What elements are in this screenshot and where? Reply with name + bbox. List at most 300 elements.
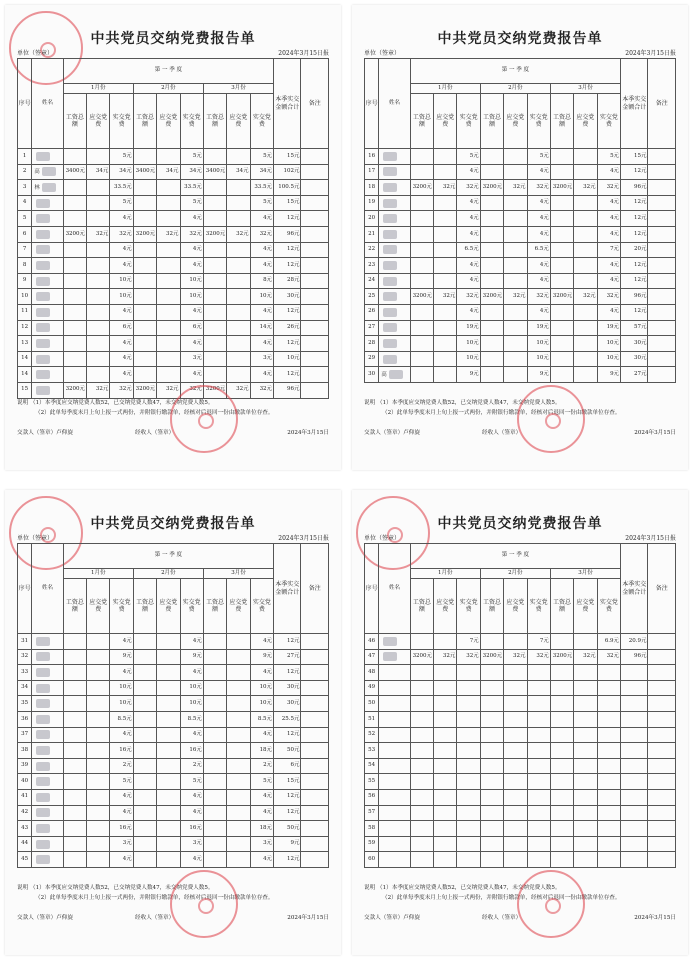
month-3-paid-cell: 8元 [250,273,273,289]
month-2-paid-cell: 3元 [180,836,203,852]
row-number: 24 [365,273,379,289]
row-number: 5 [18,211,32,227]
month-1-salary-cell [410,665,433,681]
month-3-due-cell [574,836,597,852]
month-3-salary-cell: 3200元 [550,649,573,665]
month-3-paid-cell: 7元 [597,242,620,258]
month-3-paid-cell: 4元 [597,273,620,289]
member-name-cell [379,289,410,305]
month-2-paid-cell [527,836,550,852]
redacted-name-mask [36,808,50,817]
month-1-paid-cell: 5元 [110,774,133,790]
month-1-paid-cell: 10元 [110,273,133,289]
redacted-name-mask [36,668,50,677]
table-row [365,336,676,352]
table-row [18,195,329,211]
month-2-salary-cell [480,304,503,320]
form-title: 中共党员交纳党费报告单 [437,31,603,47]
month-1-salary-cell [63,758,86,774]
month-1-paid-cell: 9元 [457,367,480,383]
table-row [18,336,329,352]
table-row [365,320,676,336]
month-1-salary-cell [63,273,86,289]
month-1-due-cell [87,258,110,274]
month-1-due-cell [434,273,457,289]
month-2-paid-cell: 4元 [180,634,203,650]
month-2-paid-cell: 32元 [527,180,550,196]
remark-cell [301,367,329,383]
month-1-paid-cell: 5元 [110,149,133,165]
month-2-due-cell [504,226,527,242]
unit-signature-label: 单位（签章） [364,50,401,57]
month-2-paid-cell [527,680,550,696]
member-name-cell [32,836,63,852]
month-1-salary-cell [410,304,433,320]
month-2-due-cell [504,805,527,821]
table-row [18,226,329,242]
month-2-paid-cell: 9元 [527,367,550,383]
redacted-name-mask [36,245,50,254]
salary-header: 工资总额 [480,579,503,634]
remark-header: 备注 [648,544,676,634]
remark-cell [301,758,329,774]
month-1-paid-cell: 10元 [110,289,133,305]
month-2-paid-cell: 6元 [180,320,203,336]
month-3-due-cell [227,320,250,336]
month-3-salary-cell [203,836,226,852]
member-name-cell [379,180,410,196]
month-3-salary-cell [550,665,573,681]
month-1-due-cell [434,758,457,774]
month-2-paid-cell: 5元 [180,774,203,790]
month-2-paid-cell [527,665,550,681]
month-1-salary-cell [63,289,86,305]
month-1-paid-cell: 10元 [110,680,133,696]
month-2-due-cell [157,680,180,696]
month-3-salary-cell [550,711,573,727]
month-1-paid-cell: 32元 [457,649,480,665]
month-3-salary-cell [550,696,573,712]
month-3-salary-cell [550,634,573,650]
row-number: 60 [365,852,379,868]
remark-cell [648,634,676,650]
month-2-salary-cell [480,727,503,743]
month-2-salary-cell [133,805,156,821]
month-1-salary-cell: 3200元 [63,382,86,398]
row-number: 47 [365,649,379,665]
note-1: （1）本季度应交纳党费人数52，已交纳党费人数47，未交纳党费人数5。 [29,885,214,891]
member-name-cell [379,149,410,165]
month-2-paid-cell: 4元 [527,258,550,274]
month-1-paid-cell: 3元 [110,836,133,852]
report-sheet-2 [352,5,688,470]
notes [364,399,676,418]
month-3-salary-cell [550,320,573,336]
row-number: 52 [365,727,379,743]
month-1-due-cell: 32元 [434,180,457,196]
member-name-cell [32,289,63,305]
remark-cell [648,852,676,868]
table-row [365,774,676,790]
month-2-paid-cell: 4元 [180,367,203,383]
month-3-salary-cell [203,351,226,367]
dues-table [17,58,329,399]
month-1-paid-cell: 4元 [110,304,133,320]
table-row [18,351,329,367]
quarter-total-cell [621,696,648,712]
month-2-salary-cell [480,367,503,383]
row-number: 12 [18,320,32,336]
sign-date: 2024年3月15日 [634,430,676,436]
month-2-paid-cell: 34元 [180,164,203,180]
redacted-name-mask [36,199,50,208]
month-3-salary-cell [203,774,226,790]
remark-cell [648,242,676,258]
member-name: 高 [381,372,387,379]
member-name-cell [379,367,410,383]
note-2: （2）此单每季度末月上旬上报一式两份，并附银行缴款单，经核对后退回一份由缴款单位存查。 [35,409,274,416]
name-header: 姓名 [379,59,410,149]
month-1-salary-cell [410,774,433,790]
note-prefix: 说明 [17,400,29,406]
row-number: 49 [365,680,379,696]
month-3-paid-cell: 32元 [250,226,273,242]
month-2-salary-cell [480,336,503,352]
payer-signature: 交款人（签章）卢仰旋 [364,430,420,436]
payer-signature: 交款人（签章）卢仰旋 [364,915,420,921]
month-2-salary-cell [133,195,156,211]
month-2-salary-cell [133,774,156,790]
quarter-total-cell [621,727,648,743]
month-3-salary-cell [203,852,226,868]
month-2-paid-cell: 4元 [180,727,203,743]
row-number: 4 [18,195,32,211]
month-3-salary-cell [550,743,573,759]
row-number: 9 [18,273,32,289]
table-row [18,727,329,743]
month-3-salary-cell [203,336,226,352]
month-2-paid-cell: 10元 [180,680,203,696]
paid-header: 实交党费 [250,579,273,634]
month-1-paid-cell: 19元 [457,320,480,336]
paid-header: 实交党费 [180,579,203,634]
month-3-paid-cell: 18元 [250,821,273,837]
table-row [18,382,329,398]
month-3-salary-cell [203,821,226,837]
month-3-salary-cell [203,149,226,165]
month-1-salary-cell [410,680,433,696]
month-1-due-cell [87,665,110,681]
month-3-due-cell [227,273,250,289]
month-1-due-cell [87,289,110,305]
row-number: 11 [18,304,32,320]
month-3-salary-cell [550,852,573,868]
quarter-total-cell: 12元 [274,727,301,743]
month-2-due-cell [157,242,180,258]
month-2-due-cell: 32元 [504,649,527,665]
month-3-paid-cell: 4元 [250,665,273,681]
month-3-paid-cell [597,805,620,821]
month-2-salary-cell [480,634,503,650]
month-3-due-cell [574,336,597,352]
month-1-salary-cell [410,758,433,774]
month-2-due-cell: 32元 [504,180,527,196]
sign-date: 2024年3月15日 [287,915,329,921]
month-1-paid-cell: 4元 [110,789,133,805]
month-2-paid-cell: 33.5元 [180,180,203,196]
row-number: 43 [18,821,32,837]
month-1-paid-cell [457,821,480,837]
month-2-paid-cell: 4元 [180,304,203,320]
month-3-paid-cell: 10元 [597,351,620,367]
month-2-due-cell [157,336,180,352]
month-2-salary-cell [480,774,503,790]
month-3-due-cell [227,711,250,727]
month-3-paid-cell: 32元 [597,289,620,305]
redacted-name-mask [383,152,397,161]
month-3-paid-cell [597,821,620,837]
month-1-due-cell [87,351,110,367]
quarter-total-cell: 12元 [274,665,301,681]
row-number: 2 [18,164,32,180]
month-1-salary-cell [63,211,86,227]
month-3-salary-cell [203,367,226,383]
month-1-due-cell [434,727,457,743]
month-3-paid-cell: 4元 [250,242,273,258]
month-1-paid-cell: 5元 [457,149,480,165]
month-2-salary-cell [480,743,503,759]
month-3-salary-cell [203,665,226,681]
month-1-due-cell [434,634,457,650]
month-2-due-cell [504,789,527,805]
row-number: 54 [365,758,379,774]
month-2-salary-cell [480,821,503,837]
signature-line [17,428,329,436]
remark-cell [648,774,676,790]
remark-cell [648,836,676,852]
month-3-salary-cell [203,758,226,774]
month-3-salary-cell [203,242,226,258]
quarter-total-cell [621,852,648,868]
month-2-paid-cell: 32元 [527,289,550,305]
month-2-due-cell [157,711,180,727]
month-1-paid-cell: 6.5元 [457,242,480,258]
month-3-due-cell [574,367,597,383]
month-3-salary-cell [550,821,573,837]
month-3-due-cell [227,774,250,790]
month-3-salary-cell: 3200元 [203,226,226,242]
month-1-salary-cell [63,743,86,759]
member-name-cell [379,211,410,227]
table-row [365,758,676,774]
month-2-salary-cell [133,665,156,681]
month-2-salary-cell [480,195,503,211]
month-2-due-cell [504,367,527,383]
remark-cell [301,149,329,165]
month-2-due-cell [157,320,180,336]
quarter-total-cell: 12元 [274,367,301,383]
month-2-due-cell [157,727,180,743]
quarter-total-cell: 12元 [274,242,301,258]
salary-header: 工资总额 [550,94,573,149]
redacted-name-mask [383,652,397,661]
month-3-due-cell [574,211,597,227]
month-2-salary-cell [480,711,503,727]
month-1-salary-cell [410,351,433,367]
month-3-paid-cell: 32元 [250,382,273,398]
month-1-paid-cell [457,727,480,743]
month-2-salary-cell: 3200元 [133,382,156,398]
redacted-name-mask [383,292,397,301]
month-3-paid-cell: 10元 [597,336,620,352]
quarter-total-cell: 12元 [621,195,648,211]
month-1-due-cell [434,852,457,868]
month-3-due-cell [227,289,250,305]
quarter-total-cell [621,665,648,681]
quarter-total-cell: 50元 [274,821,301,837]
row-number: 31 [18,634,32,650]
month-1-due-cell [434,149,457,165]
month-2-paid-cell: 10元 [180,696,203,712]
month-3-header: 3月份 [203,569,273,579]
month-2-salary-cell [480,696,503,712]
month-2-due-cell [504,821,527,837]
member-name-cell [379,727,410,743]
member-name-cell [32,320,63,336]
table-row [365,180,676,196]
month-3-paid-cell: 4元 [250,805,273,821]
month-2-salary-cell: 3400元 [133,164,156,180]
row-number: 6 [18,226,32,242]
month-1-salary-cell [63,320,86,336]
month-1-salary-cell [63,836,86,852]
month-1-paid-cell: 10元 [457,351,480,367]
month-3-salary-cell [550,258,573,274]
redacted-name-mask [36,762,50,771]
redacted-name-mask [383,230,397,239]
month-3-paid-cell [597,711,620,727]
table-row [365,164,676,180]
table-row [18,242,329,258]
signature-line [364,913,676,921]
month-1-salary-cell [63,696,86,712]
redacted-name-mask [36,715,50,724]
month-2-paid-cell: 4元 [180,211,203,227]
redacted-name-mask [383,308,397,317]
quarter-total-cell [621,821,648,837]
month-1-paid-cell: 4元 [110,852,133,868]
month-3-salary-cell [203,743,226,759]
month-1-due-cell [434,743,457,759]
month-1-paid-cell: 4元 [457,273,480,289]
month-3-paid-cell: 4元 [250,852,273,868]
table-row [18,304,329,320]
month-2-paid-cell: 5元 [180,149,203,165]
month-3-paid-cell [597,852,620,868]
dues-table [364,543,676,868]
remark-cell [648,665,676,681]
row-number: 22 [365,242,379,258]
remark-cell [301,634,329,650]
month-3-due-cell [574,351,597,367]
remark-cell [301,774,329,790]
remark-cell [301,852,329,868]
member-name-cell [32,805,63,821]
month-3-due-cell [227,805,250,821]
month-3-paid-cell: 34元 [250,164,273,180]
month-1-header: 1月份 [63,569,133,579]
member-name-cell [379,680,410,696]
month-1-salary-cell [63,805,86,821]
month-2-salary-cell [480,665,503,681]
redacted-name-mask [36,339,50,348]
member-name-cell [379,320,410,336]
row-number: 18 [365,180,379,196]
month-2-salary-cell [480,789,503,805]
quarter-total-cell [621,758,648,774]
table-body [365,149,676,383]
quarter-header: 第 一 季 度 [410,544,620,569]
quarter-total-cell [621,711,648,727]
month-2-due-cell [157,836,180,852]
month-2-salary-cell: 3200元 [133,226,156,242]
month-3-paid-cell: 4元 [597,164,620,180]
remark-cell [301,680,329,696]
member-name-cell [32,649,63,665]
table-row [365,711,676,727]
member-name-cell [379,273,410,289]
month-2-paid-cell: 4元 [527,273,550,289]
month-2-salary-cell [133,258,156,274]
month-1-salary-cell [410,273,433,289]
paid-header: 实交党费 [457,579,480,634]
month-3-salary-cell [203,649,226,665]
month-2-salary-cell [480,226,503,242]
row-number: 23 [365,258,379,274]
month-2-due-cell [157,758,180,774]
due-header: 应交党费 [574,579,597,634]
month-1-due-cell [87,774,110,790]
table-row [18,789,329,805]
row-number: 42 [18,805,32,821]
quarter-total-cell: 15元 [274,195,301,211]
member-name-cell [32,211,63,227]
sign-date: 2024年3月15日 [634,915,676,921]
member-name-cell [32,743,63,759]
note-1: （1）本季度应交纳党费人数52，已交纳党费人数47，未交纳党费人数5。 [376,400,561,406]
month-3-due-cell: 34元 [227,164,250,180]
month-3-salary-cell [203,711,226,727]
remark-cell [648,805,676,821]
month-1-due-cell [434,304,457,320]
quarter-total-cell: 30元 [274,680,301,696]
remark-cell [648,727,676,743]
month-2-paid-cell: 4元 [180,665,203,681]
month-1-paid-cell: 4元 [110,336,133,352]
month-3-paid-cell [597,665,620,681]
member-name-cell [379,226,410,242]
month-1-due-cell [434,211,457,227]
remark-cell [648,367,676,383]
month-3-paid-cell: 5元 [250,195,273,211]
due-header: 应交党费 [87,579,110,634]
month-1-salary-cell: 3200元 [410,289,433,305]
remark-cell [648,289,676,305]
redacted-name-mask [389,370,403,379]
month-1-salary-cell [410,149,433,165]
quarter-header: 第 一 季 度 [63,544,273,569]
month-3-due-cell [227,149,250,165]
